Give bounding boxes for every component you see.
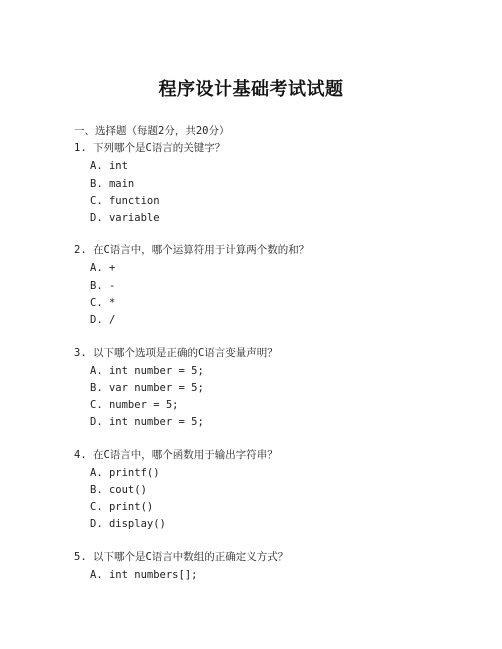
- question-5: 5. 以下哪个是C语言中数组的正确定义方式？: [74, 551, 289, 563]
- question-4-option-d: D. display(): [90, 518, 166, 530]
- question-1-option-c: C. function: [90, 195, 160, 207]
- question-2-option-a: A. +: [90, 262, 116, 274]
- question-2: 2. 在C语言中，哪个运算符用于计算两个数的和？: [74, 244, 310, 256]
- question-3-option-d: D. int number = 5;: [90, 416, 204, 428]
- question-4-option-c: C. print(): [90, 501, 154, 513]
- question-3-option-c: C. number = 5;: [90, 399, 179, 411]
- question-3-option-a: A. int number = 5;: [90, 365, 204, 377]
- question-1: 1. 下列哪个是C语言的关键字？: [74, 142, 226, 154]
- section-heading: 一、选择题（每题2分，共20分）: [74, 125, 230, 137]
- question-2-option-b: B. -: [90, 280, 116, 292]
- question-1-option-b: B. main: [90, 178, 135, 190]
- question-2-option-c: C. *: [90, 297, 116, 309]
- question-4-option-a: A. printf(): [90, 467, 160, 479]
- question-4-option-b: B. cout(): [90, 484, 147, 496]
- question-4: 4. 在C语言中，哪个函数用于输出字符串？: [74, 449, 278, 461]
- question-2-option-d: D. /: [90, 314, 116, 326]
- question-5-option-a: A. int numbers[];: [90, 569, 198, 581]
- question-3-option-b: B. var number = 5;: [90, 382, 204, 394]
- document-title: 程序设计基础考试试题: [158, 79, 344, 100]
- question-1-option-d: D. variable: [90, 212, 160, 224]
- question-1-option-a: A. int: [90, 160, 128, 172]
- question-3: 3. 以下哪个选项是正确的C语言变量声明？: [74, 347, 278, 359]
